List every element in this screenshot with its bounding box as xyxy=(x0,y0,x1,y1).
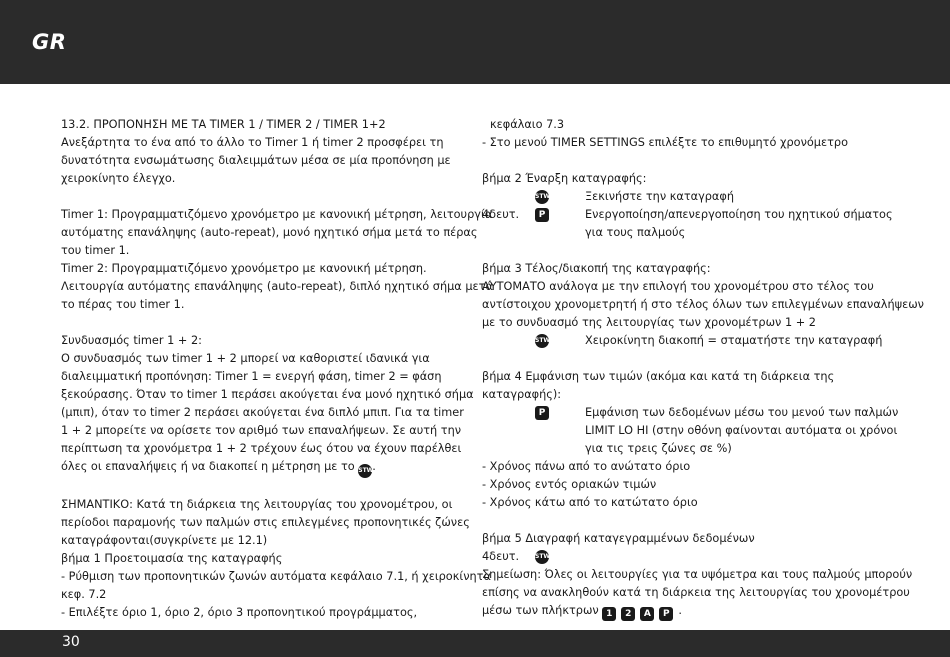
text-line: το πέρας του timer 1. xyxy=(61,298,185,311)
footer-bar xyxy=(0,630,950,657)
text-line: διαλειμματική προπόνηση: Timer 1 = ενεργή φάση, timer 2 = φάση xyxy=(61,370,442,383)
right-column xyxy=(482,116,924,621)
stw-button-icon: STW xyxy=(535,334,549,348)
stw-button-icon: STW xyxy=(535,190,549,204)
p-button-icon: P xyxy=(535,208,549,222)
text-line: δυνατότητα ενσωμάτωσης διαλειμμάτων μέσα σε μία προπόνηση με xyxy=(61,154,451,167)
text-line: για τις τρεις ζώνες σε %) xyxy=(585,442,732,455)
text-line: 13.2. ΠΡΟΠΟΝΗΣΗ ΜΕ ΤΑ TIMER 1 / TIMER 2 / TIMER 1+2 xyxy=(61,118,386,131)
step-5-row: 4δευτ. STW xyxy=(482,550,551,563)
step-3-title: βήμα 3 Τέλος/διακοπή της καταγραφής: xyxy=(482,262,711,275)
left-text-tail xyxy=(61,478,491,622)
stw-button-icon: STW xyxy=(535,550,549,564)
text-line: χειροκίνητο έλεγχο. xyxy=(61,172,176,185)
step-4-title: βήμα 4 Εμφάνιση των τιμών (ακόμα και κατά τη διάρκεια της xyxy=(482,370,835,383)
text-line: για τους παλμούς xyxy=(585,226,686,239)
text-line: Ανεξάρτητα το ένα από το άλλο το Timer 1 ή timer 2 προσφέρει τη xyxy=(61,136,444,149)
step-2-row-b: 4δευτ. P Ενεργοποίηση/απενεργοποίηση του ηχητικού σήματος xyxy=(482,208,893,221)
text-line: LIMIT LO HI (στην οθόνη φαίνονται αυτόματα οι χρόνοι xyxy=(585,424,898,437)
text-line: Timer 2: Προγραμματιζόμενο χρονόμετρο με κανονική μέτρηση. xyxy=(61,262,427,275)
list-item: - Χρόνος κάτω από το κατώτατο όριο xyxy=(482,496,698,509)
language-code: GR xyxy=(32,30,67,54)
text-line: ΣΗΜΑΝΤΙΚΟ: Κατά τη διάρκεια της λειτουργίας του χρονομέτρου, οι xyxy=(61,498,453,511)
list-item: - Χρόνος εντός οριακών τιμών xyxy=(482,478,657,491)
note-line: επίσης να ανακληθούν κατά τη διάρκεια της λειτουργίας του χρονομέτρου xyxy=(482,586,910,599)
stw-button-icon: STW xyxy=(358,464,372,478)
header-bar xyxy=(0,0,950,84)
key-p-icon: P xyxy=(659,607,673,621)
text-line: κεφάλαιο 7.3 xyxy=(490,118,565,131)
step-3-row: STW Χειροκίνητη διακοπή = σταματήστε την καταγραφή xyxy=(535,334,883,347)
step-5-title: βήμα 5 Διαγραφή καταγεγραμμένων δεδομένων xyxy=(482,532,755,545)
left-text xyxy=(61,116,493,458)
text-line: 1 + 2 μπορείτε να ορίσετε τον αριθμό των επαναλήψεων. Σε αυτή την xyxy=(61,424,462,437)
step-2-row-a: STW Ξεκινήστε την καταγραφή xyxy=(535,190,734,203)
page-number: 30 xyxy=(62,634,80,650)
text-line: Ο συνδυασμός των timer 1 + 2 μπορεί να καθοριστεί ιδανικά για xyxy=(61,352,430,365)
key-2-icon: 2 xyxy=(621,607,635,621)
text-line: ξεκούρασης. Όταν το timer 1 περάσει ακούγεται ένα μονό ηχητικό σήμα xyxy=(61,388,474,401)
text-line: καταγράφονται(συγκρίνετε με 12.1) xyxy=(61,534,268,547)
text-line: περίοδοι παραμονής των παλμών στις επιλεγμένες προπονητικές ζώνες xyxy=(61,516,470,529)
step-4-row: P Εμφάνιση των δεδομένων μέσω του μενού των παλμών xyxy=(482,404,902,422)
key-a-icon: A xyxy=(640,607,654,621)
left-stop-line: όλες οι επαναλήψεις ή να διακοπεί η μέτρηση με το STW. xyxy=(61,458,461,478)
text-line: καταγραφής): xyxy=(482,388,562,401)
text-line: (μπιπ), όταν το timer 2 περάσει ακούγεται ένα διπλό μπιπ. Για τα timer xyxy=(61,406,464,419)
text-line: - Στο μενού TIMER SETTINGS επιλέξτε το επιθυμητό χρονόμετρο xyxy=(482,136,848,149)
text-line: Λειτουργία αυτόματης επανάληψης (auto-repeat), διπλό ηχητικό σήμα μετά xyxy=(61,280,493,293)
text-line: Timer 1: Προγραμματιζόμενο χρονόμετρο με κανονική μέτρηση, λειτουργία xyxy=(61,208,493,221)
note-line: Σημείωση: Όλες οι λειτουργίες για τα υψόμετρα και τους παλμούς μπορούν xyxy=(482,568,913,581)
text-line: του timer 1. xyxy=(61,244,130,257)
text-line: ΑΥΤΟΜΑΤΟ ανάλογα με την επιλογή του χρονομέτρου στο τέλος του xyxy=(482,280,874,293)
text-line: αντίστοιχου χρονομετρητή ή στο τέλος όλων των επιλεγμένων επαναλήψεων xyxy=(482,298,924,311)
key-1-icon: 1 xyxy=(602,607,616,621)
text-line: βήμα 1 Προετοιμασία της καταγραφής xyxy=(61,552,283,565)
text-line: κεφ. 7.2 xyxy=(61,588,107,601)
text-line: με το συνδυασμό της λειτουργίας των χρονομέτρων 1 + 2 xyxy=(482,316,816,329)
text-line: - Επιλέξτε όριο 1, όριο 2, όριο 3 προπονητικού προγράμματος, xyxy=(61,606,418,619)
p-button-icon: P xyxy=(535,406,549,420)
text-line: - Ρύθμιση των προπονητικών ζωνών αυτόματα κεφάλαιο 7.1, ή χειροκίνητα xyxy=(61,570,491,583)
text-line: αυτόματης επανάληψης (auto-repeat), μονό ηχητικό σήμα μετά το πέρας xyxy=(61,226,478,239)
text-line: περίπτωση τα χρονόμετρα 1 + 2 τρέχουν έως ότου να έχουν παρέλθει xyxy=(61,442,462,455)
list-item: - Χρόνος πάνω από το ανώτατο όριο xyxy=(482,460,691,473)
note-line-keys: μέσω των πλήκτρων 1 2 A P . xyxy=(482,604,682,619)
left-column xyxy=(61,116,493,622)
text-line: Συνδυασμός timer 1 + 2: xyxy=(61,334,202,347)
step-2-title: βήμα 2 Έναρξη καταγραφής: xyxy=(482,172,647,185)
